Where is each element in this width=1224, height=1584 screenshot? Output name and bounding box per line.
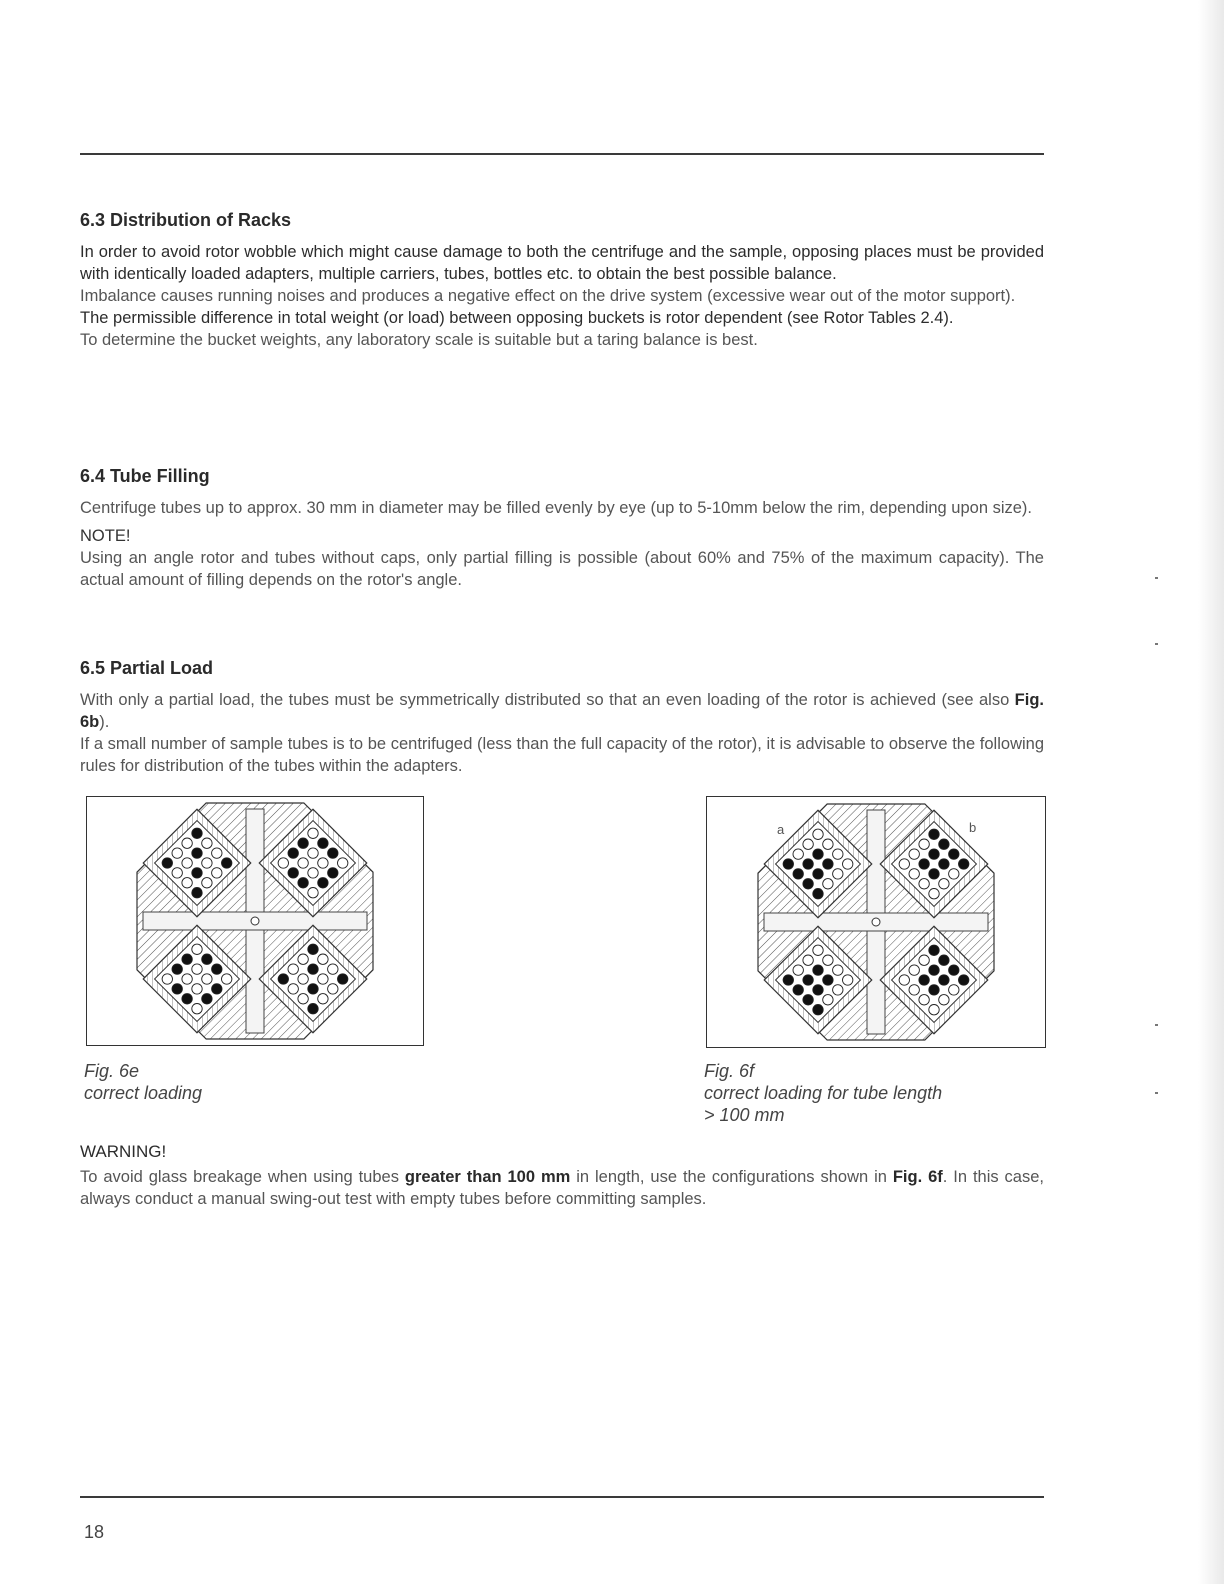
scan-mark <box>1155 643 1158 645</box>
paragraph <box>80 689 1044 733</box>
text-run: ). <box>99 713 110 731</box>
figure-6e-caption <box>84 1060 202 1104</box>
warning-block <box>80 1142 1044 1210</box>
warning-title: WARNING! <box>80 1142 167 1161</box>
scan-mark <box>1155 577 1158 579</box>
paragraph: Imbalance causes running noises and produces a negative effect on the drive system (excessive wear out of the motor support). <box>80 287 1016 305</box>
paragraph: If a small number of sample tubes is to be centrifuged (less than the full capacity of the rotor), it is advisable to observe the following rules for distribution of the tubes within the adapters. <box>80 735 1044 775</box>
paragraph: To determine the bucket weights, any laboratory scale is suitable but a taring balance is best. <box>80 331 758 349</box>
figure-6f <box>706 796 1046 1048</box>
rotor-hub <box>251 917 259 925</box>
text-run: . In this case, always conduct a manual swing-out test with empty tubes before committing samples. <box>80 1168 1044 1208</box>
section-tube-filling <box>80 466 1044 591</box>
figure-caption-text: correct loading <box>84 1083 203 1103</box>
footer-rule <box>80 1496 1044 1498</box>
section-partial-load <box>80 658 1044 777</box>
section-heading: 6.5 Partial Load <box>80 658 214 678</box>
figure-reference: Fig. 6f <box>892 1168 943 1186</box>
figure-label: Fig. 6e <box>84 1061 140 1081</box>
figure-6f-caption <box>704 1060 942 1126</box>
paragraph: Using an angle rotor and tubes without caps, only partial filling is possible (about 60% and 75% of the maximum capacity). The actual amount of filling depends on the rotor's angle. <box>80 549 1044 589</box>
figure-caption-text: correct loading for tube length <box>704 1083 943 1103</box>
text-run: To avoid glass breakage when using tubes <box>80 1168 405 1186</box>
page-number: 18 <box>84 1522 105 1542</box>
note-label: NOTE! <box>80 527 131 545</box>
page-edge-shadow <box>1198 0 1224 1584</box>
marker-b: b <box>969 820 977 835</box>
marker-a: a <box>777 822 785 837</box>
figure-caption-text: > 100 mm <box>704 1105 785 1125</box>
emphasis: greater than 100 mm <box>404 1168 571 1186</box>
text-run: in length, use the configurations shown in <box>570 1168 893 1186</box>
rotor-diagram-6f <box>707 797 1045 1047</box>
scan-mark <box>1155 1024 1158 1026</box>
figure-6e <box>86 796 424 1046</box>
section-distribution-of-racks <box>80 210 1044 351</box>
header-rule <box>80 153 1044 155</box>
paragraph: Centrifuge tubes up to approx. 30 mm in diameter may be filled evenly by eye (up to 5-10mm below the rim, depending upon size). <box>80 499 1033 517</box>
section-heading: 6.4 Tube Filling <box>80 466 210 486</box>
section-heading: 6.3 Distribution of Racks <box>80 210 292 230</box>
figure-reference: Fig. 6b <box>80 691 1044 731</box>
figure-label: Fig. 6f <box>704 1061 755 1081</box>
rotor-diagram-6e <box>87 797 423 1045</box>
scan-mark <box>1155 1092 1158 1094</box>
warning-text <box>80 1166 1044 1210</box>
paragraph: In order to avoid rotor wobble which might cause damage to both the centrifuge and the sample, opposing places must be provided with identically loaded adapters, multiple carriers, tubes, bottles etc. to obtain the best possible balance. <box>80 243 1044 283</box>
rotor-hub <box>872 918 880 926</box>
paragraph: The permissible difference in total weight (or load) between opposing buckets is rotor dependent (see Rotor Tables 2.4). <box>80 309 954 327</box>
text-run: With only a partial load, the tubes must be symmetrically distributed so that an even loading of the rotor is achieved (see also <box>80 691 1015 709</box>
